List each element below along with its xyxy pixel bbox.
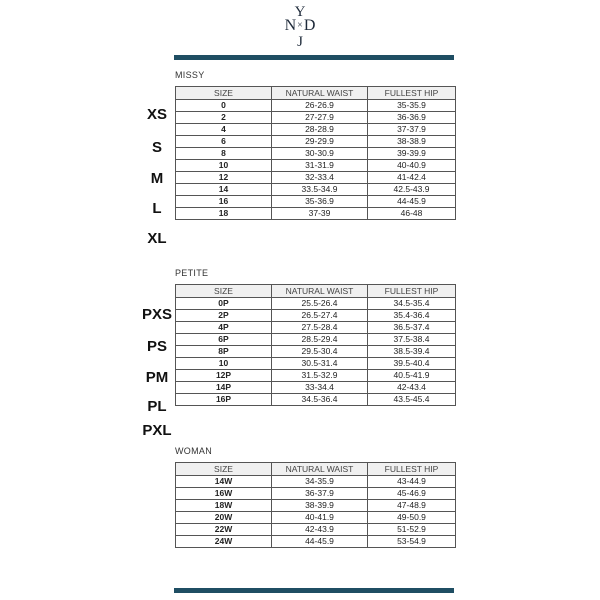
table-row: [176, 394, 456, 406]
table-header-row: [176, 285, 456, 298]
missy-label-xs: XS: [146, 106, 167, 123]
hip-cell: 45-46.9: [368, 488, 456, 500]
hip-cell: 51-52.9: [368, 524, 456, 536]
hip-cell: 42-43.4: [368, 382, 456, 394]
hip-cell: 40.5-41.9: [368, 370, 456, 382]
size-cell: 18W: [176, 500, 272, 512]
table-row: [176, 358, 456, 370]
table-row: [176, 124, 456, 136]
size-cell: 10: [176, 160, 272, 172]
table-header-row: [176, 463, 456, 476]
table-row: [176, 208, 456, 220]
size-cell: 22W: [176, 524, 272, 536]
petite-label-pm: PM: [145, 369, 169, 386]
waist-cell: 26.5-27.4: [272, 310, 368, 322]
missy-size-table: [175, 86, 456, 220]
size-cell: 24W: [176, 536, 272, 548]
hip-cell: 44-45.9: [368, 196, 456, 208]
hip-cell: 42.5-43.9: [368, 184, 456, 196]
hip-header: FULLEST HIP: [368, 463, 456, 476]
logo-letter-left: N: [284, 17, 297, 34]
table-row: [176, 346, 456, 358]
logo-middle-row: [0, 17, 600, 35]
waist-cell: 33-34.4: [272, 382, 368, 394]
size-cell: 20W: [176, 512, 272, 524]
hip-cell: 36.5-37.4: [368, 322, 456, 334]
waist-header: NATURAL WAIST: [272, 285, 368, 298]
table-row: [176, 536, 456, 548]
petite-size-table: [175, 284, 456, 406]
waist-cell: 27-27.9: [272, 112, 368, 124]
waist-cell: 25.5-26.4: [272, 298, 368, 310]
logo-letter-right: D: [303, 17, 316, 34]
table-row: [176, 370, 456, 382]
missy-label-l: L: [152, 200, 162, 217]
hip-cell: 38-38.9: [368, 136, 456, 148]
table-row: [176, 160, 456, 172]
missy-label-m: M: [150, 170, 164, 187]
waist-cell: 42-43.9: [272, 524, 368, 536]
hip-cell: 35-35.9: [368, 100, 456, 112]
waist-cell: 28-28.9: [272, 124, 368, 136]
size-header: SIZE: [176, 463, 272, 476]
table-row: [176, 322, 456, 334]
waist-cell: 30.5-31.4: [272, 358, 368, 370]
hip-cell: 47-48.9: [368, 500, 456, 512]
waist-cell: 30-30.9: [272, 148, 368, 160]
top-divider-bar: [174, 55, 454, 60]
size-cell: 8: [176, 148, 272, 160]
waist-cell: 44-45.9: [272, 536, 368, 548]
size-cell: 16W: [176, 488, 272, 500]
table-header-row: [176, 87, 456, 100]
size-cell: 4P: [176, 322, 272, 334]
waist-cell: 31-31.9: [272, 160, 368, 172]
table-row: [176, 112, 456, 124]
hip-cell: 43.5-45.4: [368, 394, 456, 406]
petite-label-pxl: PXL: [142, 422, 172, 439]
logo-letter-center: ×: [297, 20, 303, 31]
waist-cell: 37-39: [272, 208, 368, 220]
size-cell: 16: [176, 196, 272, 208]
hip-header: FULLEST HIP: [368, 285, 456, 298]
waist-header: NATURAL WAIST: [272, 463, 368, 476]
hip-cell: 39.5-40.4: [368, 358, 456, 370]
size-cell: 18: [176, 208, 272, 220]
hip-cell: 41-42.4: [368, 172, 456, 184]
waist-cell: 26-26.9: [272, 100, 368, 112]
table-row: [176, 196, 456, 208]
missy-section-title: MISSY: [175, 70, 205, 80]
woman-size-table: [175, 462, 456, 548]
size-cell: 12: [176, 172, 272, 184]
waist-cell: 34.5-36.4: [272, 394, 368, 406]
waist-header: NATURAL WAIST: [272, 87, 368, 100]
table-row: [176, 298, 456, 310]
size-cell: 10: [176, 358, 272, 370]
size-cell: 6P: [176, 334, 272, 346]
table-row: [176, 334, 456, 346]
hip-cell: 38.5-39.4: [368, 346, 456, 358]
table-row: [176, 524, 456, 536]
petite-label-ps: PS: [146, 338, 167, 355]
waist-cell: 34-35.9: [272, 476, 368, 488]
size-cell: 14W: [176, 476, 272, 488]
table-row: [176, 500, 456, 512]
petite-label-pl: PL: [147, 398, 167, 415]
table-row: [176, 488, 456, 500]
hip-cell: 34.5-35.4: [368, 298, 456, 310]
hip-cell: 37-37.9: [368, 124, 456, 136]
size-cell: 16P: [176, 394, 272, 406]
waist-cell: 29.5-30.4: [272, 346, 368, 358]
waist-cell: 38-39.9: [272, 500, 368, 512]
hip-cell: 37.5-38.4: [368, 334, 456, 346]
size-header: SIZE: [176, 285, 272, 298]
table-row: [176, 100, 456, 112]
size-cell: 6: [176, 136, 272, 148]
hip-cell: 46-48: [368, 208, 456, 220]
table-row: [176, 148, 456, 160]
hip-header: FULLEST HIP: [368, 87, 456, 100]
hip-cell: 40-40.9: [368, 160, 456, 172]
waist-cell: 31.5-32.9: [272, 370, 368, 382]
petite-label-pxs: PXS: [141, 306, 172, 323]
size-cell: 2P: [176, 310, 272, 322]
table-row: [176, 172, 456, 184]
size-header: SIZE: [176, 87, 272, 100]
size-cell: 2: [176, 112, 272, 124]
hip-cell: 35.4-36.4: [368, 310, 456, 322]
table-row: [176, 310, 456, 322]
logo-letter-top: Y: [294, 4, 306, 20]
hip-cell: 49-50.9: [368, 512, 456, 524]
hip-cell: 53-54.9: [368, 536, 456, 548]
missy-label-xl: XL: [147, 230, 167, 247]
petite-section-title: PETITE: [175, 268, 209, 278]
hip-cell: 43-44.9: [368, 476, 456, 488]
missy-label-s: S: [151, 139, 162, 156]
waist-cell: 28.5-29.4: [272, 334, 368, 346]
bottom-divider-bar: [174, 588, 454, 593]
size-cell: 12P: [176, 370, 272, 382]
waist-cell: 35-36.9: [272, 196, 368, 208]
table-row: [176, 136, 456, 148]
hip-cell: 36-36.9: [368, 112, 456, 124]
size-cell: 4: [176, 124, 272, 136]
brand-logo: [0, 4, 600, 52]
woman-section-title: WOMAN: [175, 446, 212, 456]
table-row: [176, 184, 456, 196]
logo-letter-bottom: J: [297, 34, 303, 50]
waist-cell: 33.5-34.9: [272, 184, 368, 196]
waist-cell: 36-37.9: [272, 488, 368, 500]
hip-cell: 39-39.9: [368, 148, 456, 160]
waist-cell: 27.5-28.4: [272, 322, 368, 334]
table-row: [176, 476, 456, 488]
size-cell: 0P: [176, 298, 272, 310]
waist-cell: 40-41.9: [272, 512, 368, 524]
waist-cell: 29-29.9: [272, 136, 368, 148]
size-cell: 8P: [176, 346, 272, 358]
table-row: [176, 382, 456, 394]
waist-cell: 32-33.4: [272, 172, 368, 184]
size-cell: 14: [176, 184, 272, 196]
size-cell: 0: [176, 100, 272, 112]
table-row: [176, 512, 456, 524]
size-cell: 14P: [176, 382, 272, 394]
